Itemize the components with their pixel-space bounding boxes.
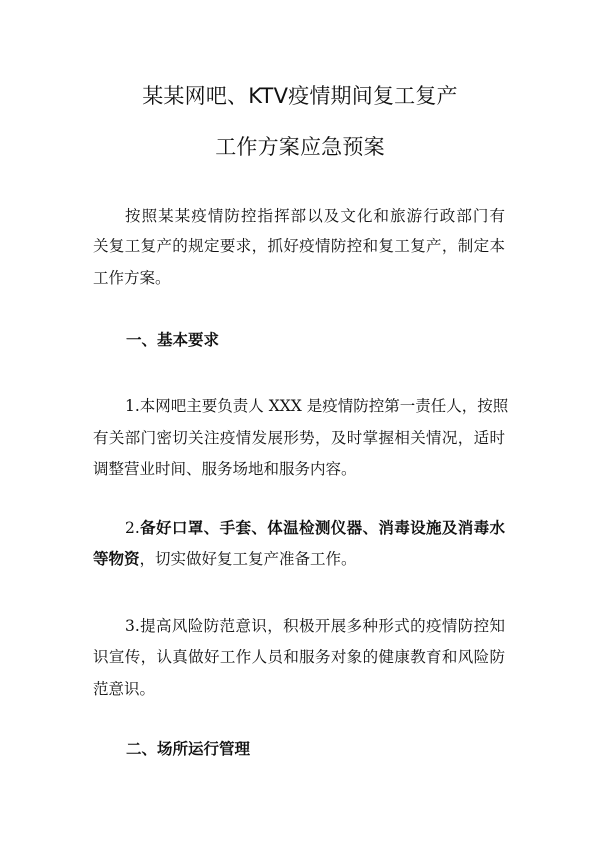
section2-heading: 二、场所运行管理	[126, 740, 251, 758]
document-title-line1: 某某网吧、KTV疫情期间复工复产	[142, 84, 458, 108]
item3-line1: 3.提高风险防范意识，积极开展多种形式的疫情防控知	[125, 617, 505, 635]
item3-line2: 识宣传，认真做好工作人员和服务对象的健康教育和风险防	[93, 648, 505, 666]
item2-paragraph	[93, 521, 505, 571]
item1-line2: 有关部门密切关注疫情发展形势，及时掌握相关情况，适时	[93, 429, 505, 447]
intro-line1: 按照某某疫情防控指挥部以及文化和旅游行政部门有	[125, 207, 505, 225]
intro-line3: 工作方案。	[93, 269, 171, 287]
section1-heading: 一、基本要求	[126, 331, 220, 349]
item1-paragraph	[93, 397, 509, 479]
intro-paragraph	[93, 209, 505, 289]
item2-normal-text: ，切实做好复工复产准备工作。	[139, 550, 357, 568]
document-title-line2: 工作方案应急预案	[215, 135, 385, 159]
item1-line1: 1.本网吧主要负责人 XXX 是疫情防控第一责任人，按照	[125, 397, 509, 415]
item2-bold-text-2: 等物资	[93, 550, 140, 568]
item3-paragraph	[93, 619, 505, 699]
item2-line1	[125, 521, 505, 537]
item3-line3: 范意识。	[93, 680, 156, 698]
item2-line2	[93, 552, 357, 568]
item1-line3: 调整营业时间、服务场地和服务内容。	[93, 460, 357, 478]
item2-bold-text: 备好口罩、手套、体温检测仪器、消毒设施及消毒水	[139, 519, 505, 537]
intro-line2: 关复工复产的规定要求，抓好疫情防控和复工复产，制定本	[93, 237, 505, 255]
item2-number: 2.	[125, 519, 140, 537]
